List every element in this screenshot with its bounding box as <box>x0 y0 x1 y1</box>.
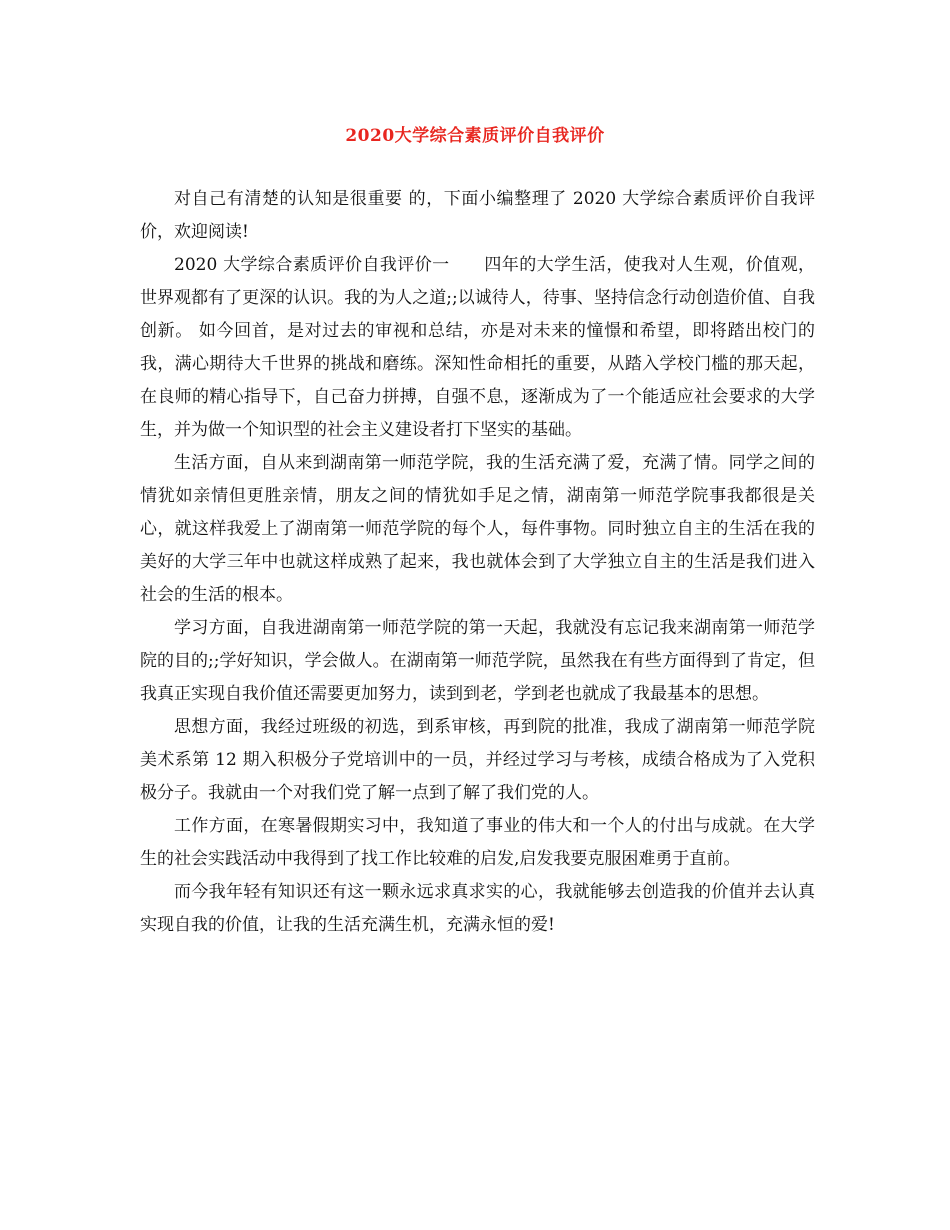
paragraph-work: 工作方面，在寒暑假期实习中，我知道了事业的伟大和一个人的付出与成就。在大学生的社会实践活动中我得到了找工作比较难的启发,启发我要克服困难勇于直前。 <box>140 816 815 869</box>
document-title: 2020大学综合素质评价自我评价 <box>345 126 605 146</box>
paragraph-overview: 2020 大学综合素质评价自我评价一 四年的大学生活，使我对人生观，价值观，世界观都有了更深的认识。我的为人之道;;以诚待人，待事、坚持信念行动创造价值、自我创新。 如今回首，是对过去的审视和总结，亦是对未来的憧憬和希望，即将踏出校门的我，满心期待大千世界的挑战和磨练。深知性命相托的重要，从踏入学校门槛的那天起，在良师的精心指导下，自己奋力拼搏，自强不息，逐渐成为了一个能适应社会要求的大学生，并为做一个知识型的社会主义建设者打下坚实的基础。 <box>140 255 815 440</box>
paragraph-study: 学习方面，自我进湖南第一师范学院的第一天起，我就没有忘记我来湖南第一师范学院的目的;;学好知识，学会做人。在湖南第一师范学院，虽然我在有些方面得到了肯定，但我真正实现自我价值还需要更加努力，读到到老，学到老也就成了我最基本的思想。 <box>140 618 815 704</box>
paragraph-intro: 对自己有清楚的认知是很重要 的，下面小编整理了 2020 大学综合素质评价自我评价，欢迎阅读! <box>140 189 815 242</box>
document-body <box>140 183 815 942</box>
paragraph-thought: 思想方面，我经过班级的初选，到系审核，再到院的批准，我成了湖南第一师范学院美术系第 12 期入积极分子党培训中的一员，并经过学习与考核，成绩合格成为了入党积极分子。我就由一个对我们党了解一点到了解了我们党的人。 <box>140 717 815 803</box>
paragraph-conclusion: 而今我年轻有知识还有这一颗永远求真求实的心，我就能够去创造我的价值并去认真实现自我的价值，让我的生活充满生机，充满永恒的爱! <box>140 882 815 935</box>
paragraph-life: 生活方面，自从来到湖南第一师范学院，我的生活充满了爱，充满了情。同学之间的情犹如亲情但更胜亲情，朋友之间的情犹如手足之情，湖南第一师范学院事我都很是关心，就这样我爱上了湖南第一师范学院的每个人，每件事物。同时独立自主的生活在我的美好的大学三年中也就这样成熟了起来，我也就体会到了大学独立自主的生活是我们进入社会的生活的根本。 <box>140 453 815 605</box>
